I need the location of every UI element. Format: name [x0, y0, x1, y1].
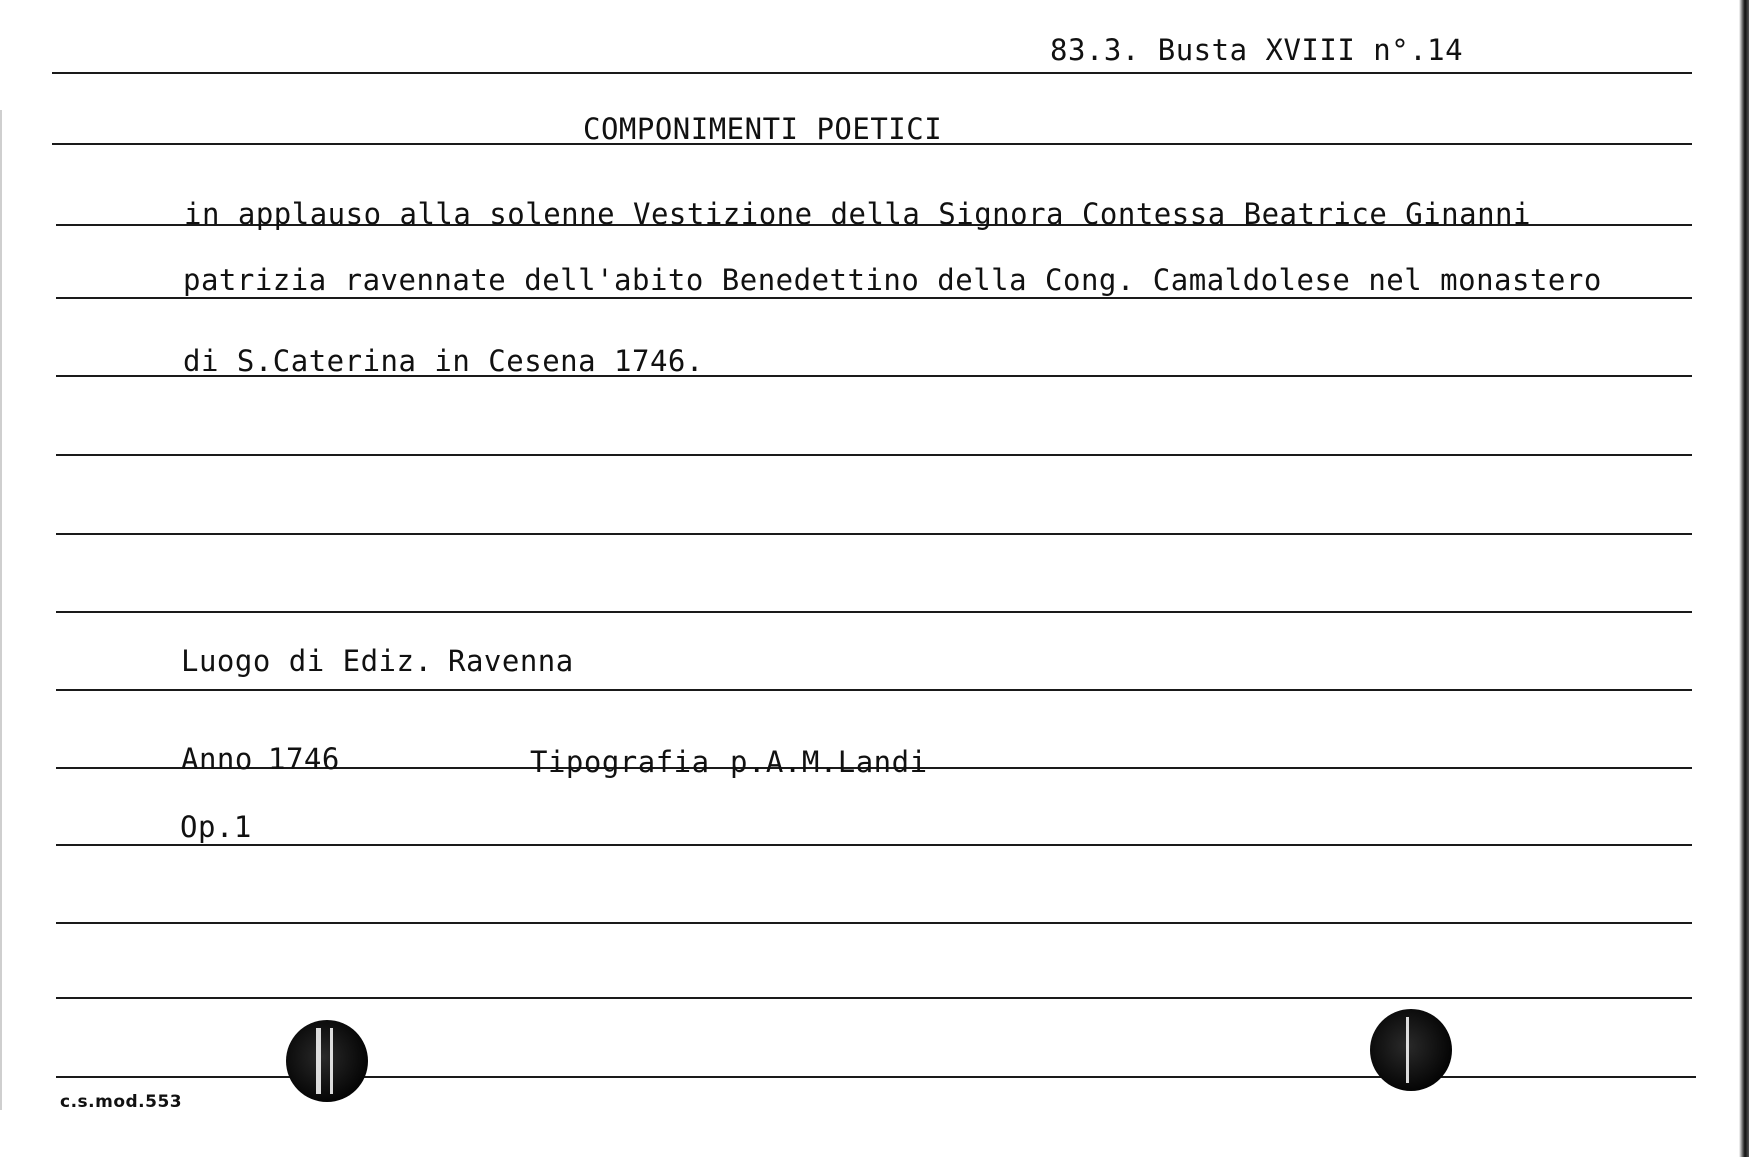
ruled-line — [56, 997, 1692, 999]
punch-hole-right — [1370, 1009, 1452, 1091]
ruled-line — [56, 611, 1692, 613]
ruled-line — [56, 297, 1692, 299]
ruled-line — [56, 689, 1692, 691]
reference-number: 83.3. Busta XVIII n°.14 — [1050, 33, 1464, 67]
card-right-edge — [1739, 0, 1749, 1157]
ruled-line — [56, 533, 1692, 535]
opus-label: Op.1 — [180, 810, 252, 844]
title-line-2: patrizia ravennate dell'abito Benedettino della Cong. Camaldolese nel monastero — [183, 263, 1602, 297]
card-left-edge — [0, 110, 2, 1110]
ruled-line — [56, 454, 1692, 456]
printer-label: Tipografia — [530, 745, 710, 779]
place-label: Luogo di Ediz. — [181, 644, 433, 678]
title-heading: COMPONIMENTI POETICI — [583, 112, 943, 146]
ruled-line — [56, 844, 1692, 846]
printer-value: p.A.M.Landi — [730, 745, 928, 779]
form-code: c.s.mod.553 — [60, 1092, 183, 1112]
title-line-3: di S.Caterina in Cesena 1746. — [183, 344, 704, 378]
ruled-line — [56, 922, 1692, 924]
punch-hole-left — [286, 1020, 368, 1102]
year-value: 1746 — [268, 742, 340, 776]
place-value: Ravenna — [448, 644, 574, 678]
title-line-1: in applauso alla solenne Vestizione della Signora Contessa Beatrice Ginanni — [184, 197, 1531, 231]
ruled-line — [52, 72, 1692, 74]
year-label: Anno — [181, 742, 253, 776]
